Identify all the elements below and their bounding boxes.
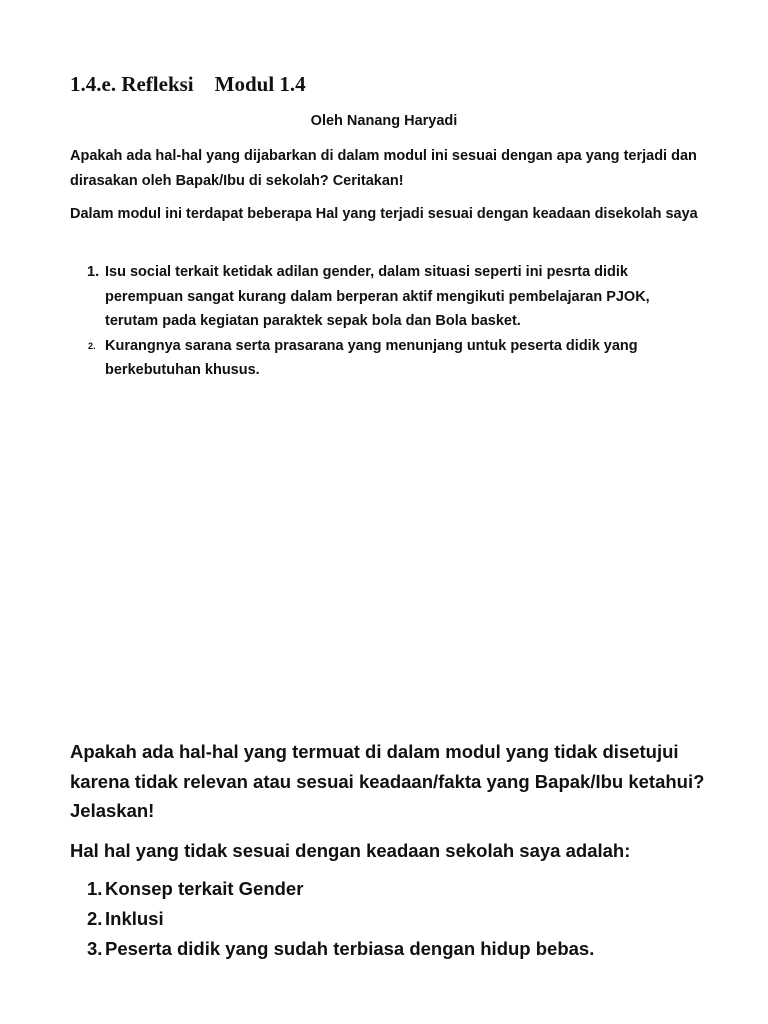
answer-1-list: [70, 260, 690, 383]
document-title: 1.4.e. Refleksi Modul 1.4: [70, 72, 306, 96]
list-item: [70, 934, 710, 964]
list-item-number: 3.: [87, 938, 103, 959]
list-item: [70, 874, 710, 904]
answer-2-intro: Hal hal yang tidak sesuai dengan keadaan sekolah saya adalah:: [70, 840, 631, 861]
list-item-text: Inklusi: [105, 908, 164, 929]
list-item-text: Konsep terkait Gender: [105, 878, 304, 899]
list-item-text: Kurangnya sarana serta prasarana yang menunjang untuk peserta didik yang berkebutuhan khusus.: [105, 337, 638, 378]
list-item-number: 2.: [87, 908, 103, 929]
list-item-number: 2.: [88, 340, 96, 351]
answer-2-list: [70, 874, 710, 964]
list-item: [70, 260, 690, 334]
list-item: [70, 334, 690, 383]
question-2: Apakah ada hal-hal yang termuat di dalam modul yang tidak disetujui karena tidak relevan atau sesuai keadaan/fakta yang Bapak/Ibu ketahui? Jelaskan!: [70, 741, 705, 821]
list-item-text: Isu social terkait ketidak adilan gender, dalam situasi seperti ini pesrta didik perempuan sangat kurang dalam berperan aktif mengikuti pembelajaran PJOK, terutam pada kegiatan paraktek sepak bola dan Bola basket.: [105, 264, 650, 329]
author-line: Oleh Nanang Haryadi: [310, 113, 458, 129]
list-item-number: 1.: [87, 264, 100, 280]
list-item: [70, 904, 710, 934]
list-item-text: Peserta didik yang sudah terbiasa dengan hidup bebas.: [105, 938, 595, 959]
question-1: Apakah ada hal-hal yang dijabarkan di dalam modul ini sesuai dengan apa yang terjadi dan dirasakan oleh Bapak/Ibu di sekolah? Ceritakan!: [70, 148, 697, 189]
answer-1-intro: Dalam modul ini terdapat beberapa Hal yang terjadi sesuai dengan keadaan disekolah saya: [70, 206, 698, 222]
list-item-number: 1.: [87, 878, 103, 899]
